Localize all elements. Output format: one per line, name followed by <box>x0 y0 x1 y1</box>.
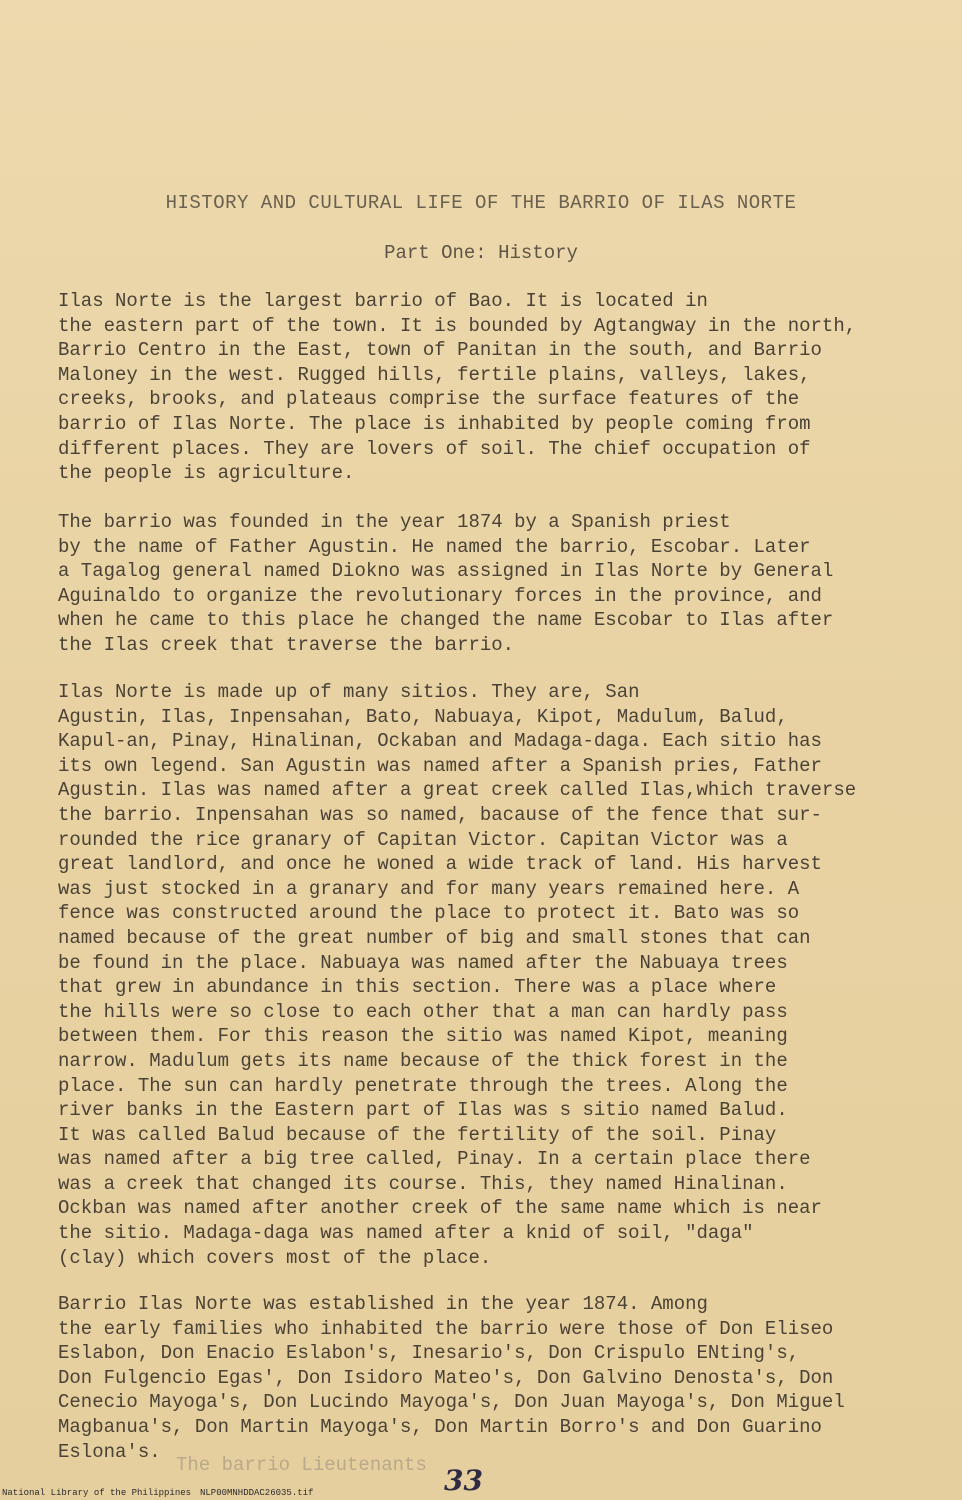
paragraph-1: Ilas Norte is the largest barrio of Bao. It is located in the eastern part of the town. It is bounded by Agtangway in the north, Barrio Centro in the East, town of Panitan in the south, and Barrio Maloney in the west. Rugged hills, fertile plains, valleys, lakes, creeks, brooks, and plateaus comprise the surface features of the barrio of Ilas Norte. The place is inhabited by people coming from different places. They are lovers of soil. The chief occupation of the people is agriculture. <box>58 290 857 485</box>
faded-next-line: The barrio Lieutenants <box>176 1454 427 1476</box>
footer-file-id: NLP00MNHDDAC26035.tif <box>200 1488 314 1498</box>
document-title: HISTORY AND CULTURAL LIFE OF THE BARRIO OF ILAS NORTE <box>165 192 797 214</box>
footer-library: National Library of the Philippines <box>2 1488 192 1498</box>
paragraph-4: Barrio Ilas Norte was established in the year 1874. Among the early families who inhabited the barrio were those of Don Eliseo Eslabon, Don Enacio Eslabon's, Inesario's, Don Crispulo ENting's, Don Fulgencio Egas', Don Isidoro Mateo's, Don Galvino Denosta's, Don Cenecio Mayoga's, Don Lucindo Mayoga's, Don Juan Mayoga's, Don Miguel Magbanua's, Don Martin Mayoga's, Don Martin Borro's and Don Guarino Eslona's. <box>58 1293 845 1463</box>
document-subtitle: Part One: History <box>384 242 578 264</box>
paragraph-2: The barrio was founded in the year 1874 by a Spanish priest by the name of Father Agustin. He named the barrio, Escobar. Later a Tagalog general named Diokno was assigned in Ilas Norte by General Aguinaldo to organize the revolutionary forces in the province, and when he came to this place he changed the name Escobar to Ilas after the Ilas creek that traverse the barrio. <box>58 511 834 656</box>
page-number: 33 <box>444 1464 483 1497</box>
paragraph-3: Ilas Norte is made up of many sitios. They are, San Agustin, Ilas, Inpensahan, Bato, Nabuaya, Kipot, Madulum, Balud, Kapul-an, Pinay, Hinalinan, Ockaban and Madaga-daga. Each sitio has its own legend. San Agustin was named after a Spanish pries, Father Agustin. Ilas was named after a great creek called Ilas,which traverse the barrio. Inpensahan was so named, bacause of the fence that sur- rounded the rice granary of Capitan Victor. Capitan Victor was a great landlord, and once he woned a wide track of land. His harvest was just stocked in a granary and for many years remained here. A fence was constructed around the place to protect it. Bato was so named because of the great number of big and small stones that can be found in the place. Nabuaya was named after the Nabuaya trees that grew in abundance in this section. There was a place where the hills were so close to each other that a man can hardly pass between them. For this reason the sitio was named Kipot, meaning narrow. Madulum gets its name because of the thick forest in the place. The sun can hardly penetrate through the trees. Along the river banks in the Eastern part of Ilas was s sitio named Balud. It was called Balud because of the fertility of the soil. Pinay was named after a big tree called, Pinay. In a certain place there was a creek that changed its course. This, they named Hinalinan. Ockban was named after another creek of the same name which is near the sitio. Madaga-daga was named after a knid of soil, "daga" (clay) which covers most of the place. <box>58 681 857 1269</box>
